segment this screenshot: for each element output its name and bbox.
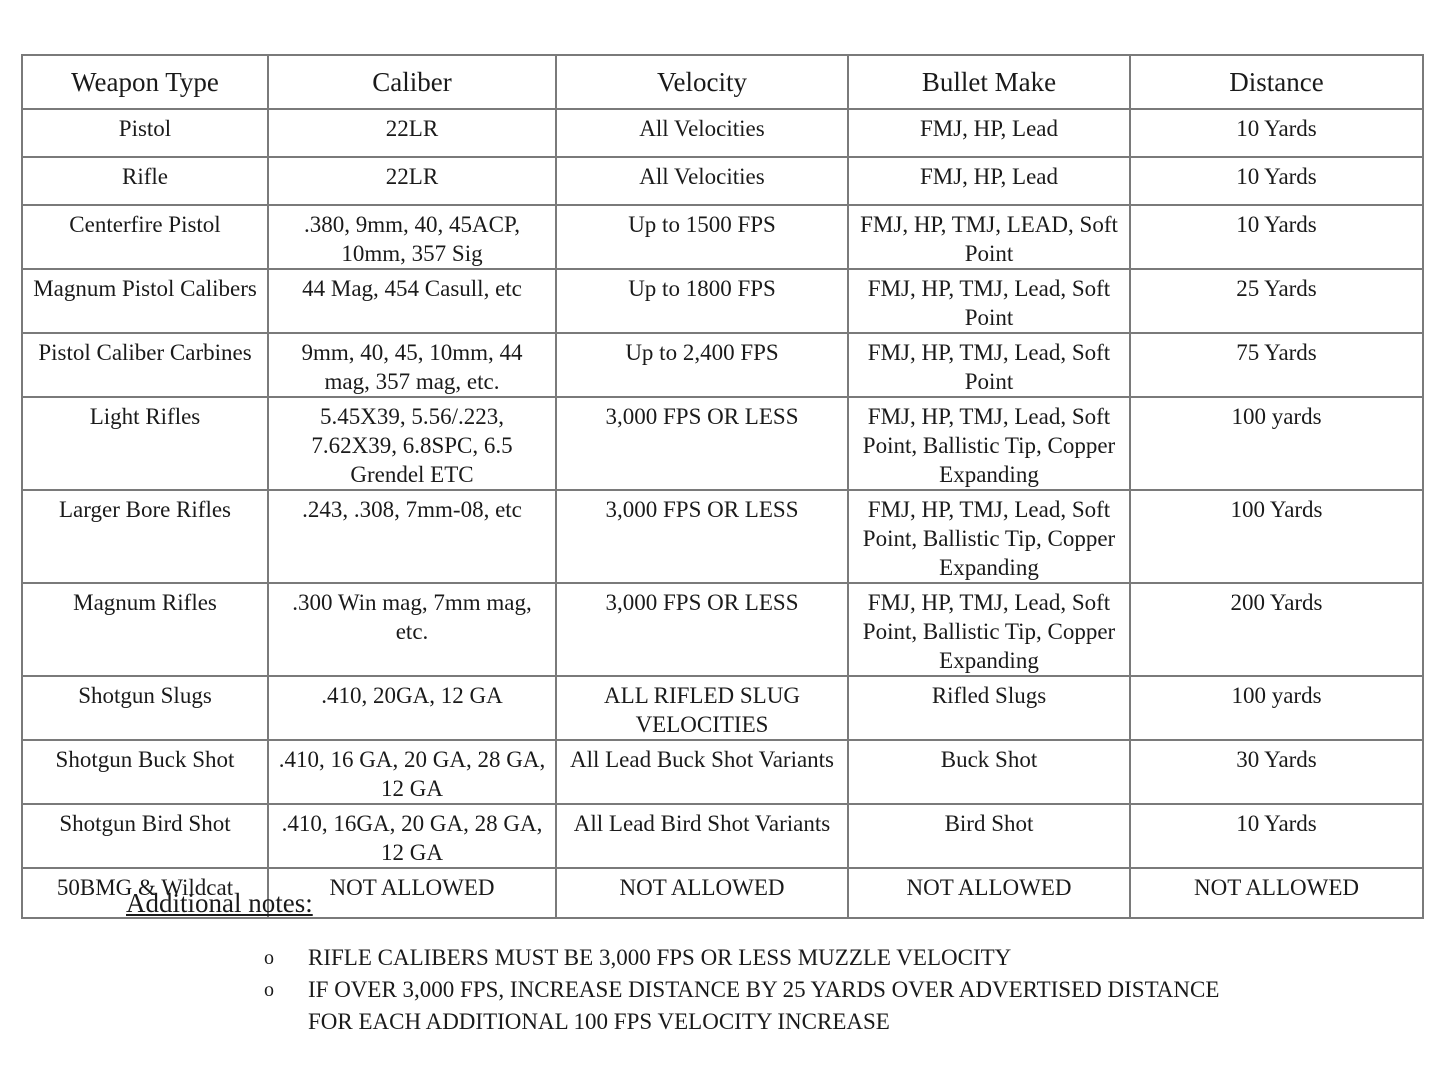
hollow-bullet-icon: o [264,947,274,969]
bullet-make-cell: FMJ, HP, TMJ, Lead, Soft Point [848,269,1130,333]
bullet-make-cell: FMJ, HP, TMJ, LEAD, Soft Point [848,205,1130,269]
header-caliber: Caliber [268,55,556,109]
additional-notes-list [262,942,1262,1038]
table-row [22,804,1423,868]
bullet-make-cell: FMJ, HP, TMJ, Lead, Soft Point, Ballistic Tip, Copper Expanding [848,490,1130,583]
weapon-type-cell: Larger Bore Rifles [22,490,268,583]
distance-cell: 100 yards [1130,676,1423,740]
bullet-make-cell: Buck Shot [848,740,1130,804]
bullet-make-cell: NOT ALLOWED [848,868,1130,918]
velocity-cell: All Lead Bird Shot Variants [556,804,848,868]
table-row [22,583,1423,676]
weapon-type-cell: Shotgun Buck Shot [22,740,268,804]
distance-cell: 10 Yards [1130,157,1423,205]
distance-cell: 30 Yards [1130,740,1423,804]
caliber-cell: 9mm, 40, 45, 10mm, 44 mag, 357 mag, etc. [268,333,556,397]
caliber-cell: .380, 9mm, 40, 45ACP, 10mm, 357 Sig [268,205,556,269]
header-weapon-type: Weapon Type [22,55,268,109]
bullet-make-cell: FMJ, HP, Lead [848,109,1130,157]
header-distance: Distance [1130,55,1423,109]
list-item [262,974,1262,1038]
table-row [22,676,1423,740]
caliber-cell: NOT ALLOWED [268,868,556,918]
velocity-cell: Up to 1800 FPS [556,269,848,333]
weapon-type-cell: Magnum Pistol Calibers [22,269,268,333]
distance-cell: NOT ALLOWED [1130,868,1423,918]
distance-cell: 100 Yards [1130,490,1423,583]
velocity-cell: 3,000 FPS OR LESS [556,583,848,676]
table-row [22,333,1423,397]
ammunition-rules-table [21,54,1424,919]
note-text: IF OVER 3,000 FPS, INCREASE DISTANCE BY 25 YARDS OVER ADVERTISED DISTANCE FOR EACH ADDITIONAL 100 FPS VELOCITY INCREASE [308,977,1220,1034]
note-text: RIFLE CALIBERS MUST BE 3,000 FPS OR LESS MUZZLE VELOCITY [308,945,1012,970]
additional-notes-title: Additional notes: [126,888,313,918]
table-row [22,109,1423,157]
bullet-make-cell: Bird Shot [848,804,1130,868]
header-bullet-make: Bullet Make [848,55,1130,109]
table-row [22,397,1423,490]
caliber-cell: 44 Mag, 454 Casull, etc [268,269,556,333]
weapon-type-cell: Magnum Rifles [22,583,268,676]
caliber-cell: .300 Win mag, 7mm mag, etc. [268,583,556,676]
velocity-cell: All Velocities [556,109,848,157]
velocity-cell: Up to 2,400 FPS [556,333,848,397]
weapon-type-cell: Centerfire Pistol [22,205,268,269]
table-row [22,740,1423,804]
bullet-make-cell: FMJ, HP, TMJ, Lead, Soft Point [848,333,1130,397]
caliber-cell: .410, 16 GA, 20 GA, 28 GA, 12 GA [268,740,556,804]
velocity-cell: 3,000 FPS OR LESS [556,397,848,490]
weapon-type-cell: Pistol Caliber Carbines [22,333,268,397]
weapon-type-cell: Rifle [22,157,268,205]
ammunition-rules-document [21,54,1422,919]
velocity-cell: NOT ALLOWED [556,868,848,918]
hollow-bullet-icon: o [264,979,274,1001]
caliber-cell: 22LR [268,109,556,157]
caliber-cell: .243, .308, 7mm-08, etc [268,490,556,583]
header-row [22,55,1423,109]
distance-cell: 200 Yards [1130,583,1423,676]
bullet-make-cell: FMJ, HP, Lead [848,157,1130,205]
distance-cell: 100 yards [1130,397,1423,490]
weapon-type-cell: Shotgun Bird Shot [22,804,268,868]
velocity-cell: 3,000 FPS OR LESS [556,490,848,583]
table-row [22,205,1423,269]
caliber-cell: .410, 16GA, 20 GA, 28 GA, 12 GA [268,804,556,868]
bullet-make-cell: FMJ, HP, TMJ, Lead, Soft Point, Ballistic Tip, Copper Expanding [848,397,1130,490]
list-item [262,942,1262,974]
weapon-type-cell: Light Rifles [22,397,268,490]
caliber-cell: 22LR [268,157,556,205]
velocity-cell: All Velocities [556,157,848,205]
distance-cell: 10 Yards [1130,205,1423,269]
distance-cell: 75 Yards [1130,333,1423,397]
table-row [22,269,1423,333]
velocity-cell: ALL RIFLED SLUG VELOCITIES [556,676,848,740]
table-row [22,157,1423,205]
weapon-type-cell: 50BMG & Wildcat [22,868,268,918]
caliber-cell: .410, 20GA, 12 GA [268,676,556,740]
table-row [22,490,1423,583]
velocity-cell: Up to 1500 FPS [556,205,848,269]
distance-cell: 10 Yards [1130,109,1423,157]
weapon-type-cell: Shotgun Slugs [22,676,268,740]
weapon-type-cell: Pistol [22,109,268,157]
bullet-make-cell: Rifled Slugs [848,676,1130,740]
caliber-cell: 5.45X39, 5.56/.223, 7.62X39, 6.8SPC, 6.5 Grendel ETC [268,397,556,490]
distance-cell: 25 Yards [1130,269,1423,333]
velocity-cell: All Lead Buck Shot Variants [556,740,848,804]
distance-cell: 10 Yards [1130,804,1423,868]
bullet-make-cell: FMJ, HP, TMJ, Lead, Soft Point, Ballistic Tip, Copper Expanding [848,583,1130,676]
header-velocity: Velocity [556,55,848,109]
